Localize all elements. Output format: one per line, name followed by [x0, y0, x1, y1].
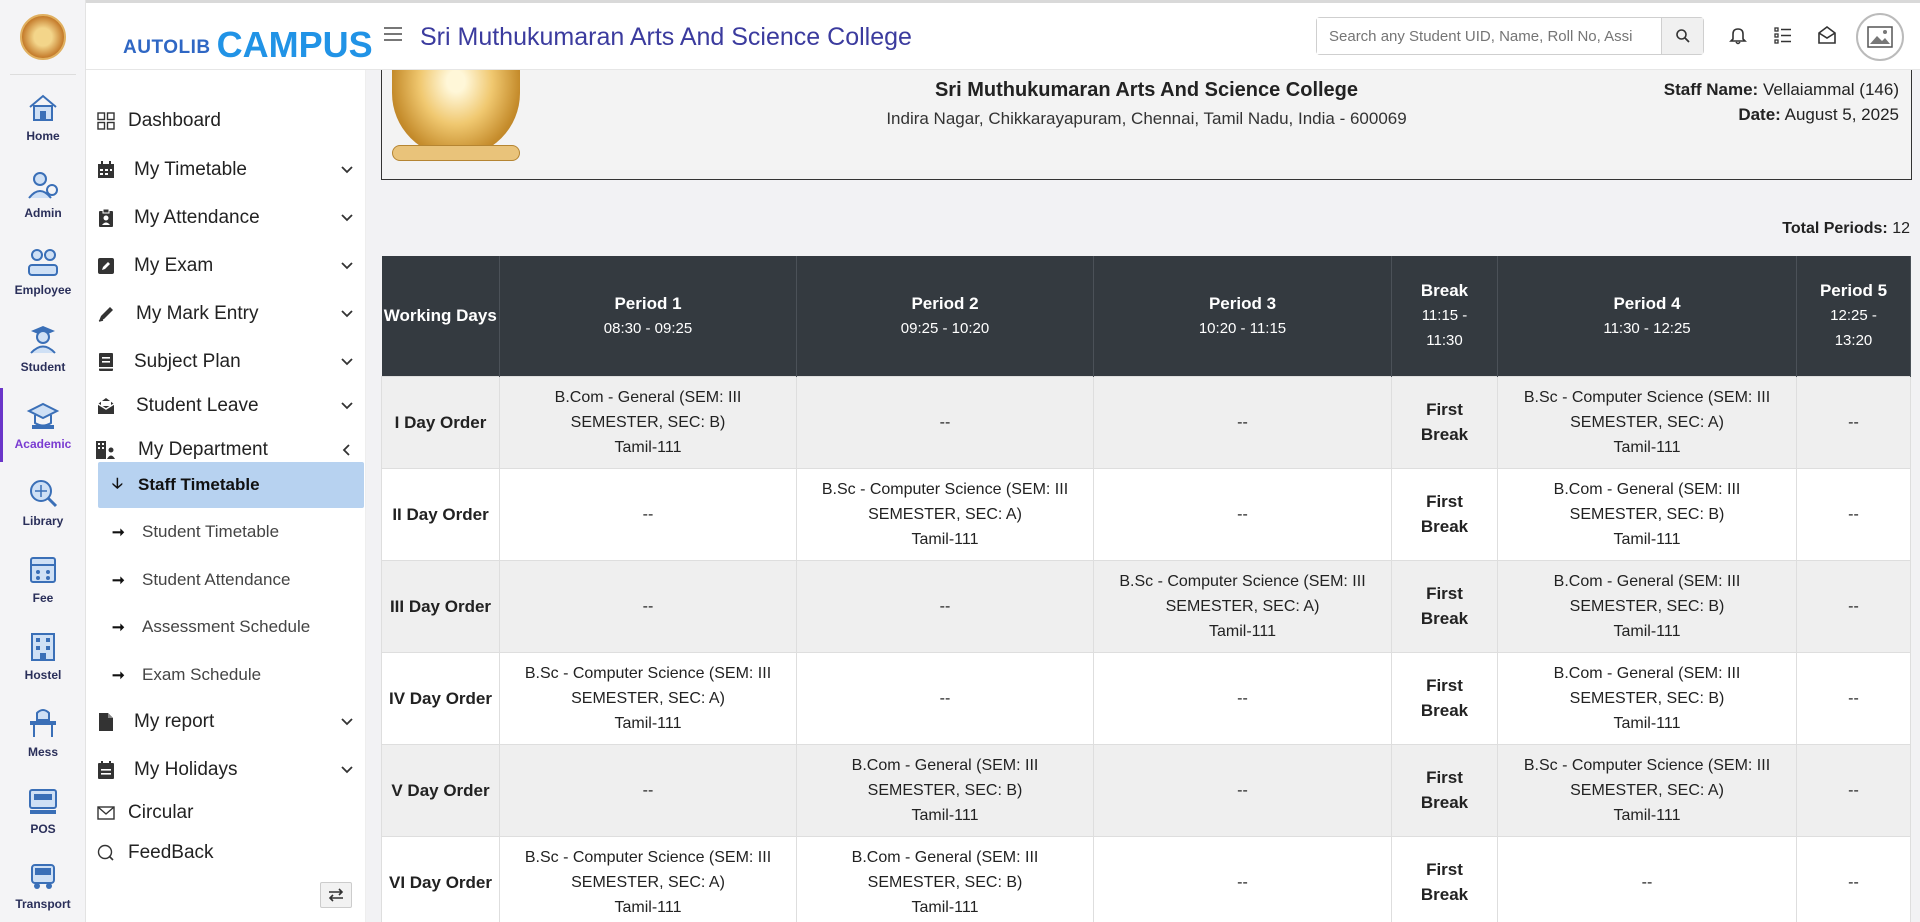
cell-line: Break: [1420, 425, 1469, 444]
cell-line: SEMESTER, SEC: A): [571, 689, 725, 707]
date-label: Date:: [1738, 105, 1781, 124]
rail-label: Academic: [14, 437, 72, 451]
college-name: Sri Muthukumaran Arts And Science College: [934, 79, 1359, 101]
table-row: [382, 468, 1911, 560]
cell-line: Tamil-111: [1613, 714, 1681, 732]
cell-line: --: [1237, 413, 1248, 431]
cell-line: --: [939, 413, 951, 431]
pen-icon: [96, 304, 116, 324]
column-header-break: [1392, 256, 1498, 376]
break-cell: [1392, 468, 1498, 560]
period-cell: [1094, 560, 1392, 652]
student-icon: [26, 322, 60, 356]
period-cell: [500, 468, 797, 560]
clipboard-user-icon: [96, 208, 116, 228]
rail-label: Library: [22, 514, 64, 528]
period-cell: [1498, 744, 1797, 836]
period-cell: [797, 836, 1094, 922]
cell-line: B.Sc - Computer Science (SEM: III: [821, 480, 1069, 498]
rail-item-admin[interactable]: [0, 157, 86, 231]
cell-line: Break: [1420, 885, 1469, 904]
cell-line: --: [939, 597, 951, 615]
header-time: 09:25 - 10:20: [900, 319, 990, 337]
search-icon: [1675, 28, 1691, 44]
sidebar-item-my-exam[interactable]: [86, 244, 366, 288]
cell-line: SEMESTER, SEC: A): [571, 873, 725, 891]
cell-line: B.Sc - Computer Science (SEM: III: [524, 848, 772, 866]
period-cell: [500, 652, 797, 744]
calendar-icon: [96, 160, 116, 180]
column-header-working-days: [382, 256, 500, 376]
period-cell: [500, 376, 797, 468]
header-time: 12:25 -: [1830, 307, 1877, 325]
cell-line: --: [642, 597, 654, 615]
chevron-down-icon: [340, 211, 354, 225]
period-cell: [797, 744, 1094, 836]
cell-line: SEMESTER, SEC: B): [1569, 689, 1725, 707]
page-title: Sri Muthukumaran Arts And Science College: [420, 23, 912, 51]
period-cell: [797, 376, 1094, 468]
arrow-right-icon: ➞: [112, 667, 125, 684]
cell-line: First: [1426, 400, 1463, 419]
sidebar-item-my-report[interactable]: [86, 700, 366, 744]
sidebar-item-label: FeedBack: [128, 842, 214, 863]
cell-line: Tamil-111: [911, 898, 979, 916]
rail-item-academic[interactable]: [0, 388, 86, 462]
sidebar-item-student-leave[interactable]: [86, 384, 366, 428]
chevron-down-icon: [340, 259, 354, 273]
cell-line: First: [1426, 492, 1463, 511]
period-cell: [1498, 836, 1797, 922]
cell-line: SEMESTER, SEC: A): [1570, 781, 1724, 799]
calendar-list-icon: [96, 760, 116, 780]
period-cell: [1498, 652, 1797, 744]
library-icon: [26, 476, 60, 510]
cell-line: --: [642, 505, 654, 523]
staff-name-label: Staff Name:: [1663, 80, 1759, 99]
rail-label: Mess: [27, 745, 59, 759]
cell-line: B.Com - General (SEM: III: [851, 756, 1039, 774]
period-cell: [1797, 836, 1911, 922]
staff-timetable: [381, 256, 1911, 922]
break-cell: [1392, 744, 1498, 836]
header-time: 11:30 - 12:25: [1603, 319, 1691, 337]
edit-box-icon: [96, 256, 116, 276]
sidebar-item-feedback[interactable]: [86, 836, 366, 870]
brand-logo[interactable]: [123, 21, 373, 65]
chevron-down-icon: [340, 355, 354, 369]
sidebar-item-my-timetable[interactable]: [86, 148, 366, 192]
cell-line: B.Com - General (SEM: III: [851, 848, 1039, 866]
header-label: Period 5: [1819, 281, 1888, 301]
chevron-down-icon: [340, 163, 354, 177]
rail-item-transport[interactable]: [0, 848, 86, 922]
cell-line: --: [939, 689, 951, 707]
sidebar-item-label: Subject Plan: [134, 351, 241, 372]
arrow-down-icon: 🡣: [112, 474, 123, 492]
rail-label: Home: [26, 129, 60, 143]
cell-line: B.Com - General (SEM: III: [554, 388, 742, 406]
break-cell: [1392, 652, 1498, 744]
period-cell: [797, 652, 1094, 744]
sidebar-item-label: My Holidays: [134, 759, 238, 780]
module-rail: [0, 0, 86, 922]
sidebar-subitem-label: Student Attendance: [142, 570, 291, 589]
cell-line: Tamil-111: [911, 806, 979, 824]
brand-big-text: CAMPUS: [216, 24, 373, 65]
date-value: August 5, 2025: [1784, 105, 1899, 124]
break-cell: [1392, 560, 1498, 652]
fee-icon: [26, 553, 60, 587]
timetable-header-card: [381, 70, 1912, 180]
rail-item-home[interactable]: [0, 80, 86, 154]
period-cell: [1094, 652, 1392, 744]
cell-line: B.Com - General (SEM: III: [1553, 480, 1741, 498]
arrow-right-icon: ➞: [112, 619, 125, 636]
top-bar: [0, 0, 1920, 70]
sidebar-item-label: My Attendance: [134, 207, 260, 228]
cell-line: B.Sc - Computer Science (SEM: III: [1523, 388, 1771, 406]
period-cell: [1498, 376, 1797, 468]
day-order-cell: I Day Order: [382, 376, 500, 468]
cell-line: --: [1237, 505, 1248, 523]
column-header-period-3: [1094, 256, 1392, 376]
sidebar-subitem-assessment-schedule[interactable]: [98, 604, 364, 650]
cell-line: --: [642, 781, 654, 799]
period-cell: [1094, 376, 1392, 468]
cell-line: Tamil-111: [614, 714, 682, 732]
sidebar-subitem-staff-timetable[interactable]: [98, 462, 364, 508]
chevron-left-icon: [340, 443, 354, 457]
arrow-right-icon: ➞: [112, 572, 125, 589]
break-cell: [1392, 376, 1498, 468]
header-label: Period 4: [1613, 293, 1681, 313]
rail-label: POS: [30, 822, 56, 836]
cell-line: Tamil-111: [1209, 622, 1276, 640]
cell-line: First: [1426, 768, 1463, 787]
sidebar-item-label: My Mark Entry: [136, 303, 259, 324]
sidebar-item-subject-plan[interactable]: [86, 340, 366, 384]
period-cell: [1797, 376, 1911, 468]
cell-line: Break: [1420, 701, 1469, 720]
rail-item-pos[interactable]: [0, 773, 86, 847]
cell-line: Break: [1420, 517, 1469, 536]
cell-line: Tamil-111: [1613, 622, 1681, 640]
cell-line: Tamil-111: [614, 438, 682, 456]
period-cell: [500, 560, 797, 652]
period-cell: [1797, 744, 1911, 836]
sidebar-collapse-button[interactable]: [320, 882, 352, 908]
cell-line: SEMESTER, SEC: B): [570, 413, 726, 431]
sidebar-item-label: My Exam: [134, 255, 214, 276]
rail-item-employee[interactable]: [0, 234, 86, 308]
menu-toggle-icon[interactable]: [384, 27, 402, 41]
cell-line: Tamil-111: [1613, 806, 1681, 824]
search-button[interactable]: [1661, 18, 1703, 54]
notifications-button[interactable]: [1726, 23, 1750, 47]
hostel-icon: [26, 630, 60, 664]
column-header-period-5: [1797, 256, 1911, 376]
cell-line: Tamil-111: [1613, 530, 1681, 548]
sidebar-subitem-student-timetable[interactable]: [98, 509, 364, 555]
sidebar-item-label: Circular: [128, 802, 194, 823]
building-user-icon: [96, 440, 116, 460]
college-logo: [20, 14, 66, 60]
list-icon: [1773, 25, 1793, 45]
rail-label: Hostel: [24, 668, 62, 682]
search-bar: [1316, 17, 1704, 55]
cell-line: SEMESTER, SEC: A): [1570, 413, 1724, 431]
sidebar-item-dashboard[interactable]: [86, 104, 366, 138]
period-cell: [1094, 744, 1392, 836]
header-label: Break: [1420, 281, 1469, 301]
cell-line: SEMESTER, SEC: A): [868, 505, 1022, 523]
period-cell: [1797, 468, 1911, 560]
feedback-icon: [96, 843, 116, 863]
cell-line: --: [1237, 781, 1248, 799]
sidebar-item-circular[interactable]: [86, 796, 366, 830]
header-time: 08:30 - 09:25: [603, 319, 693, 337]
cell-line: --: [1848, 597, 1859, 615]
arrow-right-icon: ➞: [112, 524, 125, 541]
cell-line: SEMESTER, SEC: B): [867, 873, 1023, 891]
period-cell: [1094, 468, 1392, 560]
cell-line: B.Com - General (SEM: III: [1553, 572, 1741, 590]
user-avatar[interactable]: [1856, 13, 1904, 61]
sidebar: [86, 70, 366, 922]
day-order-cell: VI Day Order: [382, 836, 500, 922]
cell-line: --: [1848, 781, 1859, 799]
cell-line: B.Com - General (SEM: III: [1553, 664, 1741, 682]
break-cell: [1392, 836, 1498, 922]
task-list-button[interactable]: [1771, 23, 1795, 47]
sidebar-subitem-label: Exam Schedule: [142, 665, 262, 684]
cell-line: --: [1237, 873, 1248, 891]
cell-line: Tamil-111: [1613, 438, 1681, 456]
swap-arrows-icon: [327, 888, 345, 902]
pos-icon: [26, 784, 60, 818]
cell-line: Tamil-111: [911, 530, 979, 548]
rail-item-mess[interactable]: [0, 696, 86, 770]
rail-label: Student: [20, 360, 66, 374]
rail-item-library[interactable]: [0, 465, 86, 539]
sidebar-subitem-label: Assessment Schedule: [142, 617, 311, 636]
cell-line: First: [1426, 584, 1463, 603]
chevron-down-icon: [340, 399, 354, 413]
header-label: Period 1: [614, 293, 682, 313]
seal-ribbon: [392, 145, 520, 161]
sidebar-subitem-student-attendance[interactable]: [98, 557, 364, 603]
cell-line: --: [1641, 873, 1653, 891]
period-cell: [1797, 652, 1911, 744]
cell-line: --: [1848, 413, 1859, 431]
college-address: Indira Nagar, Chikkarayapuram, Chennai, Tamil Nadu, India - 600069: [886, 109, 1407, 128]
mail-outline-icon: [96, 803, 116, 823]
day-order-cell: III Day Order: [382, 560, 500, 652]
day-order-cell: II Day Order: [382, 468, 500, 560]
cell-line: B.Sc - Computer Science (SEM: III: [524, 664, 772, 682]
sidebar-item-my-holidays[interactable]: [86, 748, 366, 792]
period-cell: [1797, 560, 1911, 652]
header-label: Period 2: [911, 293, 979, 313]
day-order-cell: IV Day Order: [382, 652, 500, 744]
dashboard-icon: [96, 111, 116, 131]
cell-line: --: [1848, 689, 1859, 707]
main-content: [366, 70, 1920, 922]
rail-item-hostel[interactable]: [0, 619, 86, 693]
rail-divider: [10, 74, 76, 75]
brand-small-text: AUTOLIB: [123, 37, 211, 58]
staff-name-value: Vellaiammal (146): [1762, 80, 1899, 99]
rail-label: Transport: [15, 897, 71, 911]
period-cell: [797, 560, 1094, 652]
cell-line: SEMESTER, SEC: B): [1569, 597, 1725, 615]
sidebar-item-my-attendance[interactable]: [86, 196, 366, 240]
header-time: 10:20 - 11:15: [1198, 319, 1287, 337]
cell-line: SEMESTER, SEC: A): [1165, 597, 1320, 615]
total-periods-value: 12: [1892, 220, 1910, 237]
rail-item-fee[interactable]: [0, 542, 86, 616]
messages-button[interactable]: [1815, 23, 1839, 47]
admin-icon: [26, 168, 60, 202]
header-time: 11:30: [1426, 332, 1463, 350]
period-cell: [1498, 560, 1797, 652]
cell-line: B.Sc - Computer Science (SEM: III: [1523, 756, 1771, 774]
sidebar-item-my-mark-entry[interactable]: [86, 292, 366, 336]
sidebar-item-label: My Timetable: [134, 159, 247, 180]
rail-item-student[interactable]: [0, 311, 86, 385]
chevron-down-icon: [340, 307, 354, 321]
cell-line: Tamil-111: [614, 898, 682, 916]
timetable-body: [382, 376, 1911, 922]
sidebar-subitem-label: Student Timetable: [142, 522, 280, 541]
mess-icon: [26, 707, 60, 741]
cell-line: B.Sc - Computer Science (SEM: III: [1119, 572, 1366, 590]
bell-icon: [1728, 25, 1748, 45]
sidebar-subitem-label: Staff Timetable: [138, 475, 260, 494]
period-cell: [797, 468, 1094, 560]
chevron-down-icon: [340, 715, 354, 729]
image-placeholder-icon: [1867, 26, 1893, 48]
chevron-down-icon: [340, 763, 354, 777]
table-header-row: [382, 256, 1911, 376]
file-icon: [96, 712, 116, 732]
column-header-period-2: [797, 256, 1094, 376]
table-row: [382, 744, 1911, 836]
period-cell: [1498, 468, 1797, 560]
column-header-period-4: [1498, 256, 1797, 376]
academic-icon: [26, 399, 60, 433]
sidebar-item-label: Dashboard: [128, 110, 221, 131]
transport-icon: [26, 859, 60, 893]
header-label: Period 3: [1208, 293, 1277, 313]
search-input[interactable]: [1317, 18, 1661, 54]
home-icon: [26, 91, 60, 125]
table-row: [382, 560, 1911, 652]
day-order-cell: V Day Order: [382, 744, 500, 836]
period-cell: [1094, 836, 1392, 922]
header-time: 13:20: [1834, 332, 1873, 350]
cell-line: Break: [1420, 793, 1469, 812]
sidebar-item-label: My report: [134, 711, 215, 732]
total-periods-label: Total Periods:: [1782, 220, 1888, 237]
cell-line: --: [1848, 873, 1859, 891]
employee-icon: [26, 245, 60, 279]
period-cell: [500, 836, 797, 922]
header-label: Working Days: [383, 306, 497, 326]
cell-line: SEMESTER, SEC: B): [867, 781, 1023, 799]
rail-label: Employee: [14, 283, 72, 297]
table-row: [382, 652, 1911, 744]
cell-line: First: [1426, 860, 1463, 879]
envelope-open-icon: [96, 396, 116, 416]
rail-label: Fee: [32, 591, 54, 605]
total-periods: [1782, 220, 1910, 238]
cell-line: First: [1426, 676, 1463, 695]
cell-line: Break: [1420, 609, 1469, 628]
sidebar-subitem-exam-schedule[interactable]: [98, 652, 364, 698]
rail-label: Admin: [24, 206, 62, 220]
sidebar-item-label: My Department: [138, 439, 268, 460]
cell-line: --: [1237, 689, 1248, 707]
table-row: [382, 836, 1911, 922]
cell-line: SEMESTER, SEC: B): [1569, 505, 1725, 523]
period-cell: [500, 744, 797, 836]
book-icon: [96, 352, 116, 372]
staff-info: [1664, 77, 1899, 127]
header-time: 11:15 -: [1421, 307, 1468, 325]
sidebar-item-label: Student Leave: [136, 395, 259, 416]
table-row: [382, 376, 1911, 468]
column-header-period-1: [500, 256, 797, 376]
cell-line: --: [1848, 505, 1859, 523]
mail-icon: [1817, 25, 1837, 45]
